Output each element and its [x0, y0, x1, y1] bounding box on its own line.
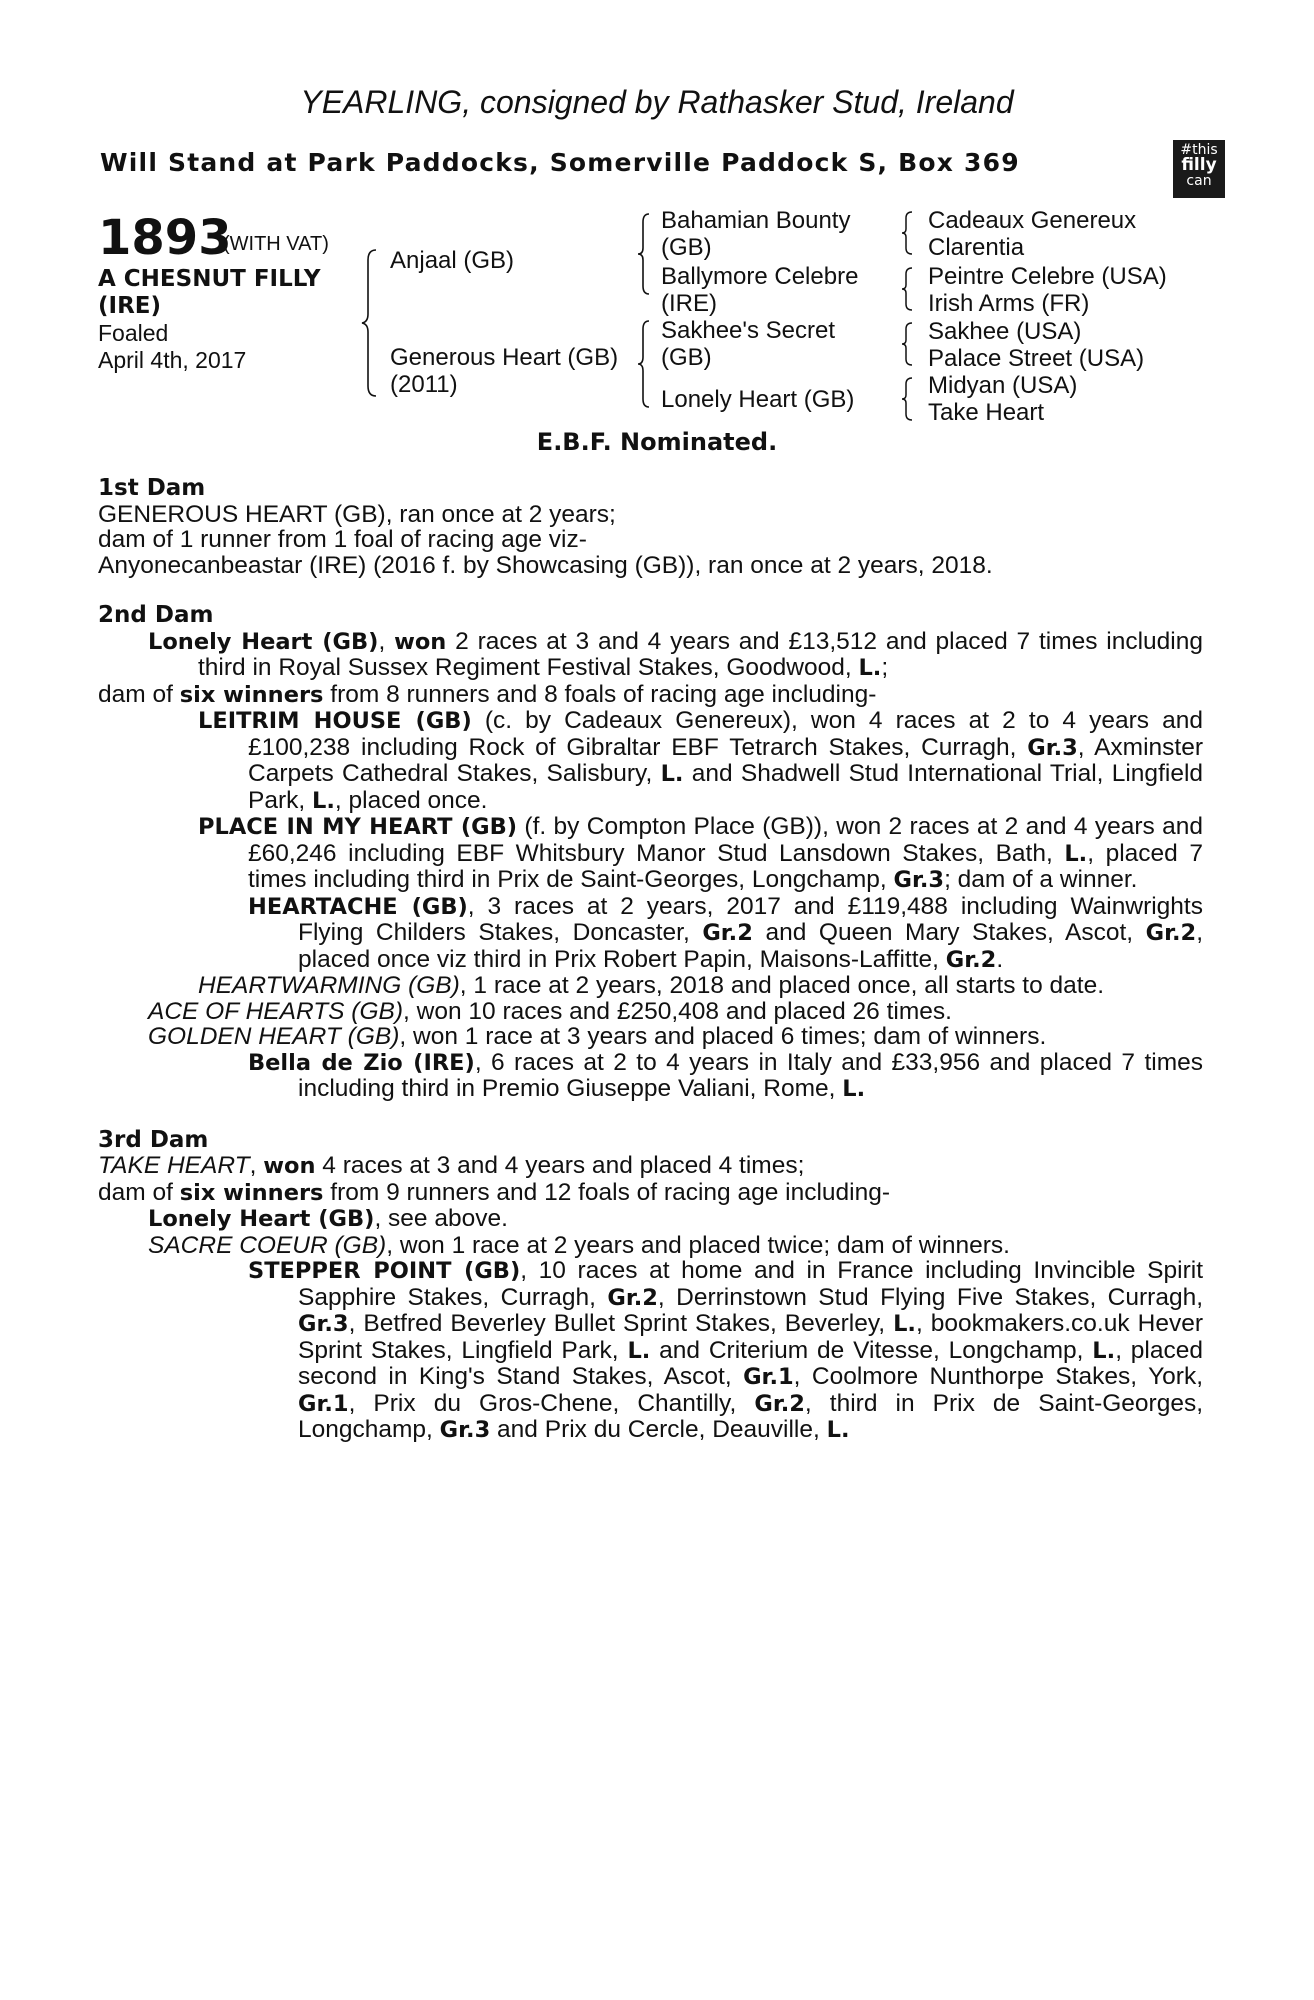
logo-line-3: can [1186, 173, 1212, 189]
golden-heart-name: GOLDEN HEART (GB) [148, 1023, 400, 1050]
lot-description-line-2: (IRE) [98, 293, 162, 319]
second-dam-of-post: from 8 runners and 8 foals of racing age including- [330, 680, 877, 708]
stepper-point-entry [248, 1258, 1203, 1444]
pedigree-ds-line-2: (GB) [661, 344, 712, 371]
lonely-heart-won: won [394, 628, 447, 655]
pedigree-ds-line-1: Sakhee's Secret [661, 317, 836, 344]
heartache-text-d: . [996, 945, 1004, 973]
heartache-text-c: , placed once viz third in Prix Robert Papin, Maisons-Laffitte, [298, 919, 1204, 973]
stepper-text-e: and Criterium de Vitesse, Longchamp, [659, 1336, 1084, 1364]
bella-de-zio-name: Bella de Zio (IRE) [248, 1049, 475, 1076]
heartache-text-a: , 3 races at 2 years, 2017 and £119,488 including Wainwrights Flying Childers Stakes, Doncaster, [298, 892, 1203, 946]
third-dam-of-post: from 9 runners and 12 foals of racing age including- [330, 1178, 891, 1206]
leitrim-text-a: (c. by Cadeaux Genereux), won 4 races at 2 to 4 years and £100,238 including Rock of Gibraltar EBF Tetrarch Stakes, Curragh, [248, 707, 1203, 761]
leitrim-listed-1: L. [660, 761, 684, 787]
pedigree-sd-line-1: Ballymore Celebre [661, 263, 859, 290]
pedigree-brace-dam [636, 319, 652, 409]
ace-of-hearts-entry [148, 999, 1203, 1025]
lonely-heart-listed: L. [858, 655, 882, 681]
leitrim-listed-2: L. [312, 787, 335, 814]
pedigree-dss: Sakhee (USA) [928, 318, 1082, 345]
take-heart-won: won [263, 1153, 316, 1179]
heartwarming-text: , 1 race at 2 years, 2018 and placed once, all starts to date. [459, 972, 1104, 999]
leitrim-house-name: LEITRIM HOUSE (GB) [198, 708, 472, 734]
stepper-listed-4: L. [826, 1417, 850, 1443]
stepper-text-b: , Derrinstown Stud Flying Five Stakes, Curragh, [657, 1283, 1203, 1311]
catalogue-body [98, 476, 1203, 1444]
stepper-text-c: , Betfred Beverley Bullet Sprint Stakes, Beverley, [348, 1310, 886, 1337]
pedigree-brace-dd [900, 376, 914, 422]
leitrim-text-d: , placed once. [334, 786, 488, 814]
place-gr3: Gr.3 [893, 867, 945, 893]
pedigree-brace-sire [636, 212, 652, 296]
stepper-gr3-b: Gr.3 [439, 1417, 491, 1443]
leitrim-house-entry [198, 708, 1203, 814]
heartache-entry [248, 894, 1203, 974]
stepper-listed-2: L. [627, 1337, 651, 1364]
pedigree-dam-dam: Lonely Heart (GB) [661, 386, 855, 413]
lonely-heart-entry: Lonely Heart (GB), won 2 races at 3 and 4 years and £13,512 and placed 7 times including third in Royal Sussex Regiment Festival Stakes, Goodwood, L.; [148, 627, 1203, 681]
heartache-gr2-b: Gr.2 [1145, 920, 1197, 946]
foaled-info [98, 320, 246, 374]
sale-heading: YEARLING, consigned by Rathasker Stud, Ireland [300, 84, 1014, 120]
stepper-text-j: and Prix du Cercle, Deauville, [497, 1416, 820, 1443]
stepper-gr2-a: Gr.2 [607, 1284, 658, 1311]
heartache-name: HEARTACHE (GB) [248, 893, 468, 920]
leitrim-text-b: , Axminster Carpets Cathedral Stakes, Salisbury, [248, 733, 1203, 787]
place-text-a: (f. by Compton Place (GB)), won 2 races at 2 and 4 years and £60,246 including EBF Whitsbury Manor Stud Lansdown Stakes, Bath, [248, 813, 1203, 867]
third-dam-six-winners: six winners [179, 1179, 324, 1206]
pedigree-sire: Anjaal (GB) [390, 247, 515, 274]
stepper-point-name: STEPPER POINT (GB) [248, 1258, 521, 1284]
pedigree-dam-sire [661, 317, 835, 371]
stepper-text-d: , bookmakers.co.uk Hever Sprint Stakes, Lingfield Park, [298, 1310, 1203, 1364]
pedigree-ssd: Clarentia [928, 234, 1025, 261]
take-heart-entry: TAKE HEART, won 4 races at 3 and 4 years and placed 4 times; [98, 1152, 805, 1179]
heartache-gr2-a: Gr.2 [702, 920, 753, 946]
stepper-gr1-b: Gr.1 [298, 1390, 349, 1417]
stepper-gr1-a: Gr.1 [743, 1364, 794, 1390]
leitrim-text-c: and Shadwell Stud International Trial, Lingfield Park, [248, 760, 1204, 814]
stepper-text-g: , Coolmore Nunthorpe Stakes, York, [793, 1363, 1204, 1390]
pedigree-brace-sd [900, 266, 914, 312]
sacre-coeur-name: SACRE COEUR (GB) [148, 1231, 387, 1259]
pedigree-dds: Midyan (USA) [928, 372, 1078, 399]
place-text-c: ; dam of a winner. [944, 866, 1138, 893]
logo-line-1: #this [1180, 142, 1218, 158]
pedigree-sds: Peintre Celebre (USA) [928, 263, 1167, 290]
lonely-heart-ref-text: , see above. [374, 1205, 508, 1232]
second-dam-of-pre: dam of [98, 680, 173, 708]
leitrim-gr3: Gr.3 [1027, 734, 1078, 761]
sacre-coeur-text: , won 1 race at 2 years and placed twice; dam of winners. [386, 1231, 1010, 1259]
pedigree-sss: Cadeaux Genereux [928, 207, 1137, 234]
stepper-text-h: , Prix du Gros-Chene, Chantilly, [348, 1389, 737, 1417]
golden-heart-text: , won 1 race at 3 years and placed 6 times; dam of winners. [399, 1023, 1047, 1050]
lot-description [98, 266, 321, 320]
ebf-nominated: E.B.F. Nominated. [536, 428, 778, 456]
bella-de-zio-listed: L. [842, 1076, 866, 1102]
take-heart-text: 4 races at 3 and 4 years and placed 4 times; [322, 1152, 805, 1179]
pedigree-brace-ss [900, 210, 914, 256]
pedigree-dam [390, 344, 618, 398]
bella-de-zio-entry [248, 1050, 1203, 1103]
second-dam-six-winners: six winners [179, 681, 324, 708]
first-dam-line-2: dam of 1 runner from 1 foal of racing age viz- [98, 526, 587, 553]
bella-de-zio-text: , 6 races at 2 to 4 years in Italy and £33,956 and placed 7 times including third in Premio Giuseppe Valiani, Rome, [298, 1048, 1203, 1102]
pedigree-brace-main [360, 248, 380, 398]
first-dam-heading: 1st Dam [98, 475, 206, 501]
lonely-heart-name: Lonely Heart (GB) [148, 628, 379, 655]
heartwarming-name: HEARTWARMING (GB) [198, 972, 460, 999]
pedigree-sdd: Irish Arms (FR) [928, 290, 1090, 317]
pedigree-dsd: Palace Street (USA) [928, 345, 1145, 372]
place-listed: L. [1064, 840, 1088, 867]
first-dam-line-1: GENEROUS HEART (GB), ran once at 2 years; [98, 500, 616, 528]
this-filly-can-logo [1173, 140, 1225, 198]
second-dam-summary [98, 682, 1203, 709]
heartwarming-entry [198, 973, 1203, 999]
lot-description-line-1: A CHESNUT FILLY [98, 266, 321, 292]
foaled-label: Foaled [98, 320, 169, 346]
foaled-date: April 4th, 2017 [98, 347, 247, 373]
pedigree-dam-line-2: (2011) [390, 371, 458, 398]
stepper-listed-3: L. [1092, 1337, 1116, 1364]
pedigree-sd-line-2: (IRE) [661, 290, 717, 317]
heartache-gr2-c: Gr.2 [945, 946, 997, 973]
ace-of-hearts-name: ACE OF HEARTS (GB) [148, 997, 404, 1025]
golden-heart-entry [148, 1024, 1203, 1050]
stepper-text-f: , placed second in King's Stand Stakes, Ascot, [298, 1336, 1204, 1390]
second-dam-heading: 2nd Dam [98, 602, 214, 628]
stepper-text-i: , third in Prix de Saint-Georges, Longchamp, [298, 1389, 1204, 1443]
stepper-gr2-b: Gr.2 [754, 1390, 805, 1417]
lonely-heart-text: 2 races at 3 and 4 years and £13,512 and placed 7 times including third in Royal Sussex Regiment Festival Stakes, Goodwood, [198, 627, 1203, 681]
pedigree-sire-dam [661, 263, 858, 317]
ace-of-hearts-text: , won 10 races and £250,408 and placed 26 times. [403, 997, 952, 1025]
stepper-text-a: , 10 races at home and in France including Invincible Spirit Sapphire Stakes, Curragh, [298, 1257, 1203, 1311]
vat-label: (WITH VAT) [223, 233, 329, 255]
pedigree-sire-sire [661, 207, 850, 261]
take-heart-name: TAKE HEART [98, 1152, 250, 1179]
lonely-heart-ref-name: Lonely Heart (GB) [148, 1206, 375, 1232]
third-dam-of-pre: dam of [98, 1178, 173, 1206]
stepper-listed-1: L. [893, 1311, 916, 1337]
sacre-coeur-entry [148, 1233, 1203, 1259]
third-dam-summary [98, 1180, 1203, 1207]
venue-line: Will Stand at Park Paddocks, Somerville Paddock S, Box 369 [100, 148, 1020, 177]
pedigree-ddd: Take Heart [928, 399, 1045, 426]
stepper-gr3-a: Gr.3 [298, 1311, 349, 1337]
pedigree-ss-line-2: (GB) [661, 234, 712, 261]
pedigree-dam-line-1: Generous Heart (GB) [390, 344, 619, 371]
pedigree-ss-line-1: Bahamian Bounty [661, 207, 851, 234]
lot-number: 1893 [98, 210, 232, 266]
place-in-my-heart-name: PLACE IN MY HEART (GB) [198, 814, 518, 840]
place-text-b: , placed 7 times including third in Prix de Saint-Georges, Longchamp, [248, 839, 1203, 893]
place-in-my-heart-entry [198, 814, 1203, 894]
logo-line-2: filly [1181, 155, 1217, 175]
lonely-heart-ref-entry [148, 1206, 1203, 1233]
third-dam-heading: 3rd Dam [98, 1126, 209, 1153]
first-dam-produce: Anyonecanbeastar (IRE) (2016 f. by Showcasing (GB)), ran once at 2 years, 2018. [98, 551, 993, 579]
heartache-text-b: and Queen Mary Stakes, Ascot, [765, 919, 1134, 946]
pedigree-brace-ds [900, 321, 914, 367]
